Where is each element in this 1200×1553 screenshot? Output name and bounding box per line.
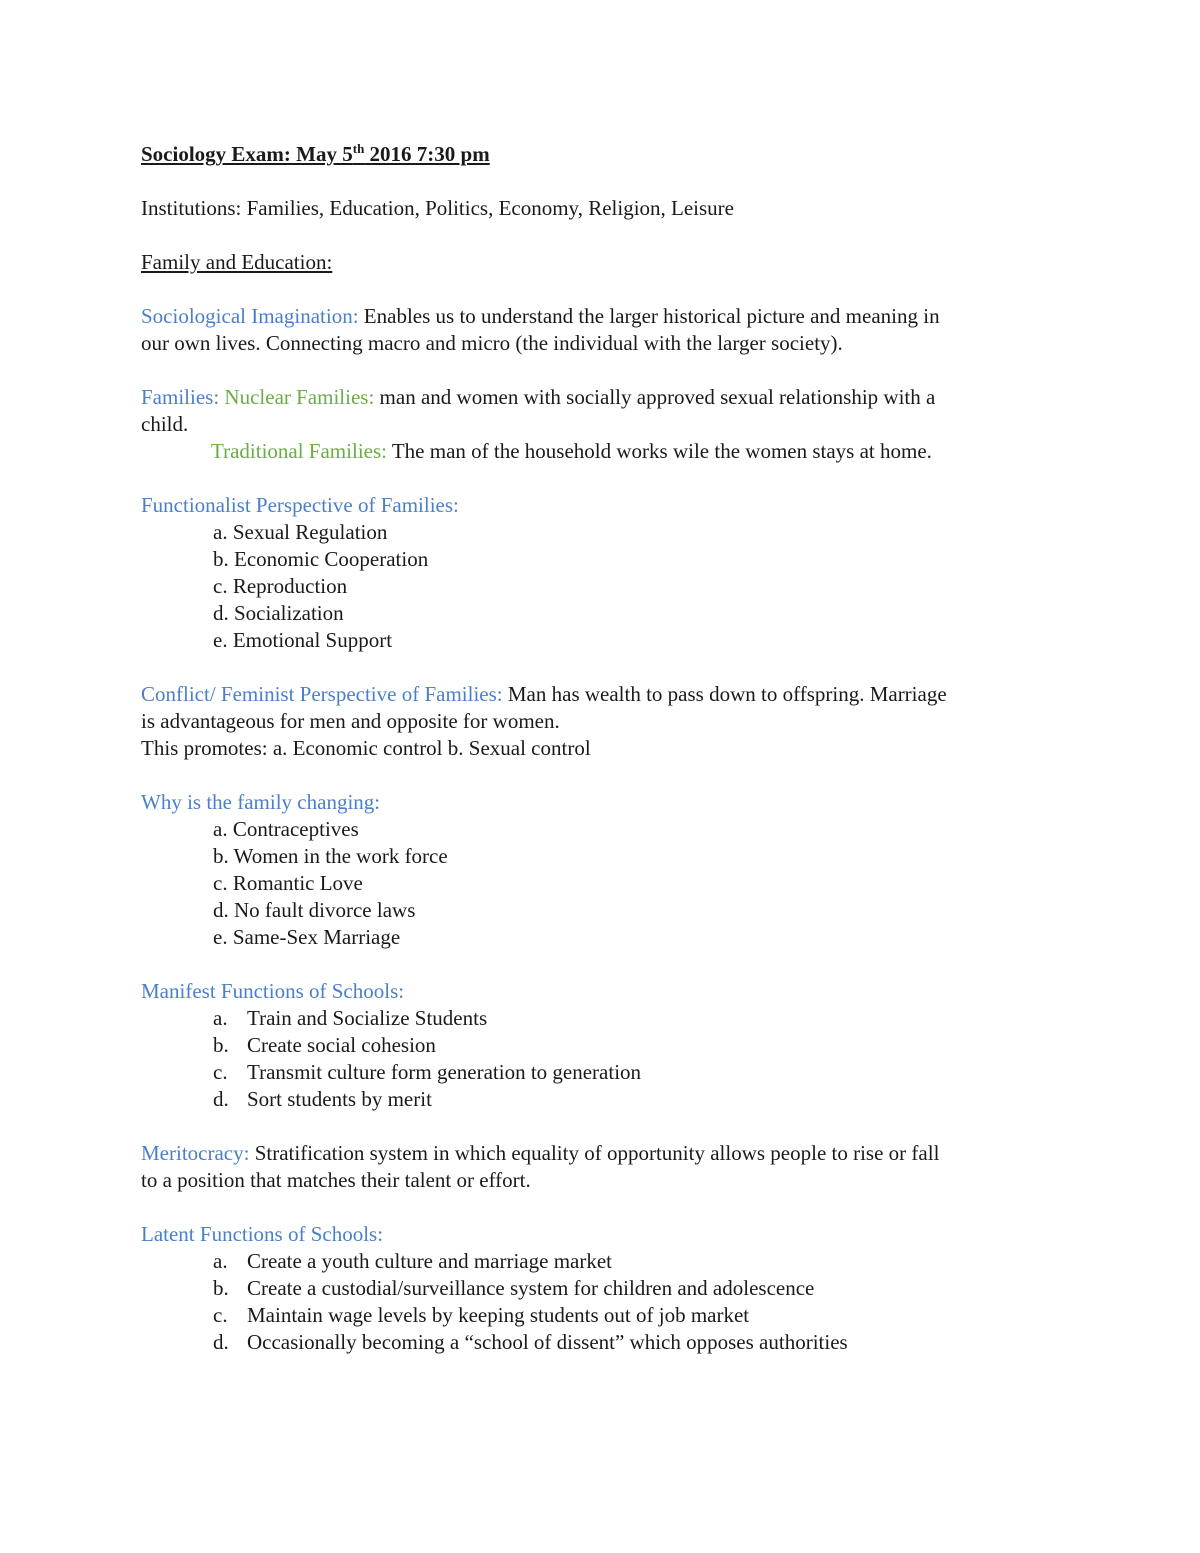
list-item: a. Sexual Regulation	[213, 520, 388, 544]
definition-text: child.	[141, 412, 189, 436]
list-marker: d.	[213, 1087, 229, 1111]
list-item: a. Contraceptives	[213, 817, 359, 841]
list-item: d. Socialization	[213, 601, 344, 625]
list-item-text: Create a youth culture and marriage market	[247, 1249, 612, 1273]
list-item: d. No fault divorce laws	[213, 898, 416, 922]
list-item: c. Romantic Love	[213, 871, 363, 895]
list-item: b. Women in the work force	[213, 844, 448, 868]
definition-text: This promotes: a. Economic control b. Sexual control	[141, 736, 591, 760]
list-item-text: Maintain wage levels by keeping students out of job market	[247, 1303, 750, 1327]
manifest-section	[141, 978, 1061, 1113]
definition-text: Man has wealth to pass down to offspring. Marriage	[502, 682, 947, 706]
list-item: c. Reproduction	[213, 574, 348, 598]
title-text: Sociology Exam: May 5	[141, 142, 353, 166]
term-meritocracy: Meritocracy:	[141, 1141, 250, 1165]
definition-text: our own lives. Connecting macro and micro (the individual with the larger society).	[141, 331, 843, 355]
latent-heading: Latent Functions of Schools:	[141, 1222, 384, 1246]
sociological-imagination-paragraph	[141, 303, 1061, 357]
list-item	[141, 1275, 1061, 1302]
institutions-line: Institutions: Families, Education, Politics, Economy, Religion, Leisure	[141, 196, 734, 220]
list-marker: b.	[213, 1276, 229, 1300]
definition-text: Stratification system in which equality of opportunity allows people to rise or fall	[249, 1141, 940, 1165]
list-marker: a.	[213, 1006, 228, 1030]
list-marker: d.	[213, 1330, 229, 1354]
title-date-time: 2016 7:30 pm	[364, 142, 490, 166]
conflict-paragraph	[141, 681, 1061, 762]
document-title	[141, 141, 1061, 168]
definition-text: man and women with socially approved sexual relationship with a	[374, 385, 936, 409]
list-marker: c.	[213, 1060, 228, 1084]
families-paragraph	[141, 384, 1061, 465]
term-nuclear-families: Nuclear Families:	[219, 385, 375, 409]
list-marker: b.	[213, 1033, 229, 1057]
list-item-text: Transmit culture form generation to generation	[247, 1060, 642, 1084]
definition-text: The man of the household works wile the women stays at home.	[386, 439, 932, 463]
list-item	[141, 1302, 1061, 1329]
list-item: e. Same-Sex Marriage	[213, 925, 401, 949]
definition-text: Enables us to understand the larger historical picture and meaning in	[358, 304, 940, 328]
term-families: Families:	[141, 385, 220, 409]
list-item-text: Train and Socialize Students	[247, 1006, 488, 1030]
list-item	[141, 1005, 1061, 1032]
changing-heading: Why is the family changing:	[141, 790, 381, 814]
list-item	[141, 1032, 1061, 1059]
meritocracy-paragraph	[141, 1140, 1061, 1194]
list-item-text: Create a custodial/surveillance system for children and adolescence	[247, 1276, 815, 1300]
latent-section	[141, 1221, 1061, 1356]
list-item-text: Sort students by merit	[247, 1087, 432, 1111]
title-superscript: th	[352, 141, 365, 156]
document-page	[141, 141, 1061, 1356]
functionalist-section	[141, 492, 1061, 654]
list-item	[141, 1086, 1061, 1113]
changing-section	[141, 789, 1061, 951]
manifest-heading: Manifest Functions of Schools:	[141, 979, 405, 1003]
section-heading: Family and Education:	[141, 250, 333, 274]
list-item	[141, 1248, 1061, 1275]
term-conflict-feminist: Conflict/ Feminist Perspective of Families:	[141, 682, 503, 706]
functionalist-heading: Functionalist Perspective of Families:	[141, 493, 459, 517]
list-marker: a.	[213, 1249, 228, 1273]
list-item: b. Economic Cooperation	[213, 547, 429, 571]
list-marker: c.	[213, 1303, 228, 1327]
list-item: e. Emotional Support	[213, 628, 393, 652]
list-item	[141, 1059, 1061, 1086]
list-item-text: Occasionally becoming a “school of dissent” which opposes authorities	[247, 1330, 848, 1354]
term-sociological-imagination: Sociological Imagination:	[141, 304, 359, 328]
definition-text: to a position that matches their talent or effort.	[141, 1168, 531, 1192]
list-item-text: Create social cohesion	[247, 1033, 436, 1057]
list-item	[141, 1329, 1061, 1356]
term-traditional-families: Traditional Families:	[211, 439, 387, 463]
definition-text: is advantageous for men and opposite for women.	[141, 709, 560, 733]
